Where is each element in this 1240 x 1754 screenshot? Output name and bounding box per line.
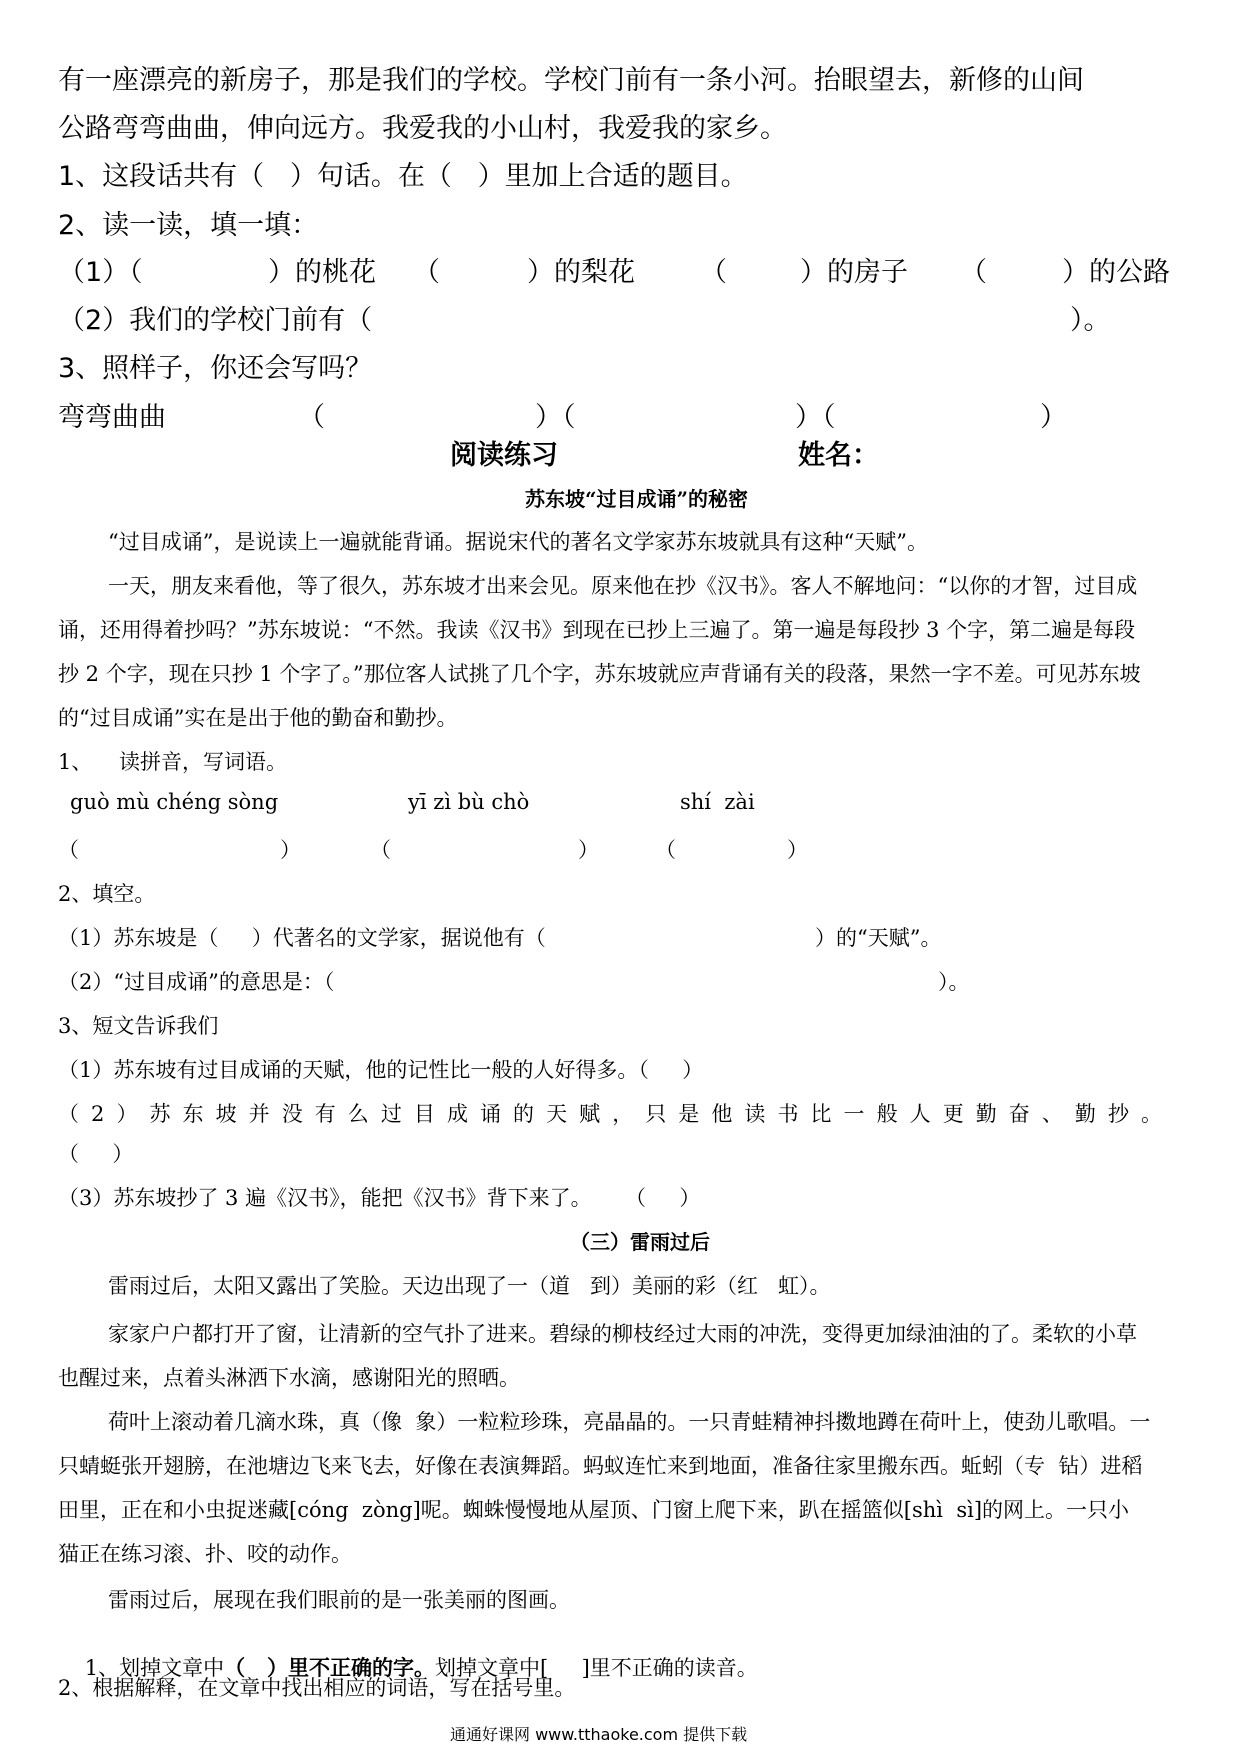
question-1: 1、 读拼音，写词语。 [58, 750, 288, 774]
q3-example: 弯弯曲曲 [58, 402, 166, 433]
q1-part-b: （ ）里不正确的字。 [224, 1655, 436, 1680]
q3-paren: ） [1040, 402, 1067, 433]
paragraph-line: 田里，正在和小虫捉迷藏[cóng zòng]呢。蜘蛛慢慢地从屋顶、门窗上爬下来，趴在摇篮似[shì sì]的网上。一只小 [58, 1498, 1130, 1522]
pinyin-1: guò mù chéng sòng [70, 790, 279, 814]
pinyin-3: shí zài [680, 790, 755, 814]
paragraph: 雷雨过后，太阳又露出了笑脸。天边出现了一（道 到）美丽的彩（红 虹）。 [108, 1274, 831, 1298]
answer-paren: （ [370, 838, 391, 862]
q2-1-paren: （ [413, 257, 440, 288]
name-label: 姓名： [798, 440, 879, 471]
paragraph-line: 荷叶上滚动着几滴水珠，真（像 象）一粒粒珍珠，亮晶晶的。一只青蛙精神抖擞地蹲在荷叶上，使劲儿歌唱。一 [108, 1410, 1151, 1434]
question-1: 1、这段话共有（ ）句话。在（ ）里加上合适的题目。 [58, 161, 748, 192]
q3-paren: （ [298, 402, 325, 433]
q2-1-blank-2: ）的梨花 [527, 257, 635, 288]
question-2: 2、读一读，填一填： [58, 210, 319, 241]
q3-paren: ）（ [795, 402, 836, 433]
question-2: 2、根据解释，在文章中找出相应的词语，写在括号里。 [58, 1676, 576, 1700]
question-2: 2、填空。 [58, 882, 156, 906]
question-3: 3、短文告诉我们 [58, 1014, 219, 1038]
q2-2: （2）“过目成诵”的意思是：（ [58, 970, 335, 994]
paragraph: “过目成诵”，是说读上一遍就能背诵。据说宋代的著名文学家苏东坡就具有这种“天赋”。 [108, 530, 928, 554]
paragraph-line: 诵，还用得着抄吗？”苏东坡说：“不然。我读《汉书》到现在已抄上三遍了。第一遍是每段抄 3 个字，第二遍是每段 [58, 618, 1136, 642]
q3-paren: ）（ [535, 402, 576, 433]
q2-1-blank-3: ）的房子 [800, 257, 908, 288]
q3-2-paren: （ ） [58, 1142, 134, 1166]
paragraph-line: 只蜻蜓张开翅膀，在池塘边飞来飞去，好像在表演舞蹈。蚂蚁连忙来到地面，准备往家里搬东西。蚯蚓（专 钻）进稻 [58, 1454, 1143, 1478]
answer-paren: ） [787, 838, 808, 862]
q2-1-blank-4: ）的公路 [1062, 257, 1170, 288]
q2-1-end: ）的“天赋”。 [815, 926, 942, 950]
q3-1: （1）苏东坡有过目成诵的天赋，他的记性比一般的人好得多。（ ） [58, 1058, 704, 1082]
paragraph-line: 家家户户都打开了窗，让清新的空气扑了进来。碧绿的柳枝经过大雨的冲洗，变得更加绿油油的了。柔软的小草 [108, 1322, 1137, 1346]
section-3-title: （三）雷雨过后 [570, 1230, 710, 1254]
q3-2: （2）苏东坡并没有么过目成诵的天赋，只是他读书比一般人更勤奋、勤抄。 [58, 1102, 1168, 1126]
paragraph-line: 的“过目成诵”实在是出于他的勤奋和勤抄。 [58, 706, 458, 730]
q3-3: （3）苏东坡抄了 3 遍《汉书》，能把《汉书》背下来了。 （ ） [58, 1186, 701, 1210]
q2-2-suffix: ）。 [1070, 305, 1111, 336]
answer-paren: ） [280, 838, 301, 862]
paragraph-line: 一天，朋友来看他，等了很久，苏东坡才出来会见。原来他在抄《汉书》。客人不解地问：“以你的才智，过目成 [108, 574, 1138, 598]
reading-title: 阅读练习 [450, 440, 558, 471]
q2-2-end: ）。 [938, 970, 970, 994]
q2-1-prefix: （1）（ [58, 257, 143, 288]
q2-2-prefix: （2）我们的学校门前有（ [58, 305, 373, 336]
passage-line: 有一座漂亮的新房子，那是我们的学校。学校门前有一条小河。抬眼望去，新修的山间 [58, 65, 1084, 96]
q1-part-c: 划掉文章中[ ]里不正确的读音。 [435, 1656, 758, 1680]
q2-1: （1）苏东坡是（ ）代著名的文学家，据说他有（ [58, 926, 546, 950]
q2-1-paren: （ [700, 257, 727, 288]
answer-paren: （ [58, 838, 79, 862]
paragraph-line: 抄 2 个字，现在只抄 1 个字了。”那位客人试挑了几个字，苏东坡就应声背诵有关的段落，果然一字不差。可见苏东坡 [58, 662, 1141, 686]
passage-title: 苏东坡“过目成诵”的秘密 [525, 487, 749, 511]
q2-1-blank-1: ）的桃花 [268, 257, 376, 288]
passage-line: 公路弯弯曲曲，伸向远方。我爱我的小山村，我爱我的家乡。 [58, 113, 787, 144]
question-3: 3、照样子，你还会写吗？ [58, 353, 373, 384]
q1-part-a: 1、划掉文章中 [84, 1656, 225, 1680]
paragraph-line: 也醒过来，点着头淋洒下水滴，感谢阳光的照晒。 [58, 1366, 520, 1390]
footer: 通通好课网 www.tthaoke.com 提供下载 [450, 1725, 748, 1744]
paragraph-line: 猫正在练习滚、扑、咬的动作。 [58, 1542, 352, 1566]
answer-paren: （ [655, 838, 676, 862]
paragraph: 雷雨过后，展现在我们眼前的是一张美丽的图画。 [108, 1588, 570, 1612]
pinyin-2: yī zì bù chò [408, 790, 530, 814]
answer-paren: ） [578, 838, 599, 862]
q2-1-paren: （ [960, 257, 987, 288]
